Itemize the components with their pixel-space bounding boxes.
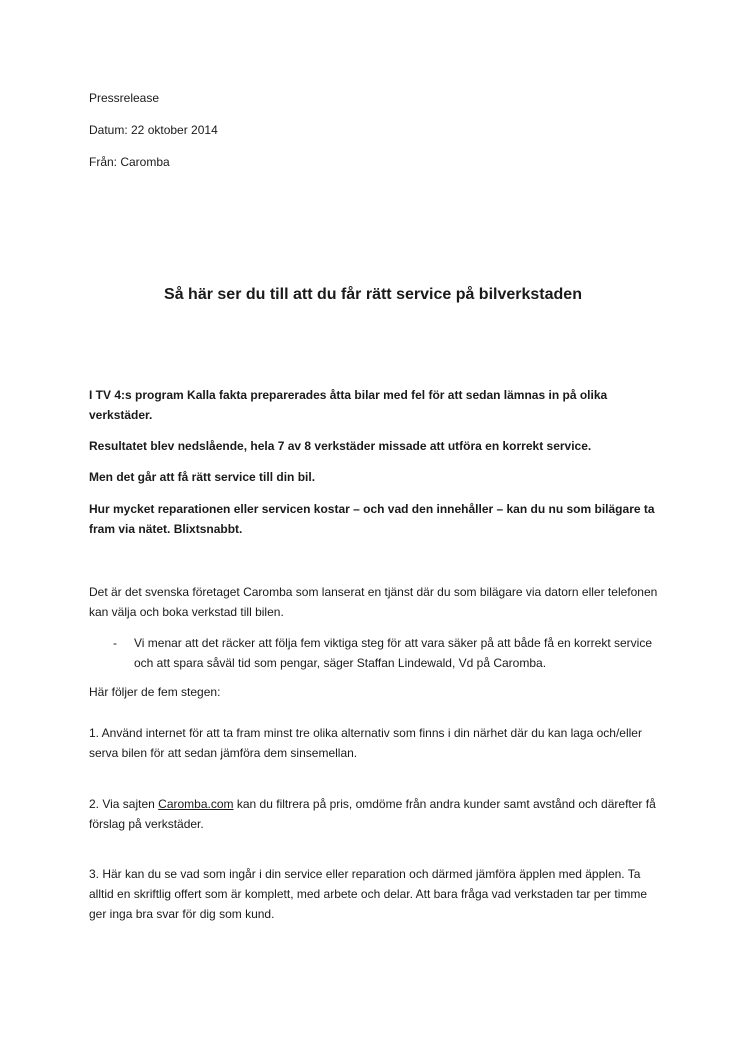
page-title: Så här ser du till att du får rätt service på bilverkstaden <box>164 286 582 303</box>
doc-type: Pressrelease <box>89 91 160 105</box>
step-2-suffix: kan du filtrera på pris, omdöme från andra kunder samt avstånd och därefter få förslag på verkstäder. <box>89 797 656 831</box>
lead-paragraph-3: Men det går att få rätt service till din bil. <box>89 470 316 484</box>
date-line: Datum: 22 oktober 2014 <box>89 123 218 137</box>
lead-paragraph-1: I TV 4:s program Kalla fakta preparerades åtta bilar med fel för att sedan lämnas in på olika verkstäder. <box>89 388 608 422</box>
lead-paragraph-4: Hur mycket reparationen eller servicen kostar – och vad den innehåller – kan du nu som bilägare ta fram via nätet. Blixtsnabbt. <box>89 502 655 536</box>
lead-paragraph-2: Resultatet blev nedslående, hela 7 av 8 verkstäder missade att utföra en korrekt service. <box>89 439 592 453</box>
quote-text: Vi menar att det räcker att följa fem viktiga steg för att vara säker på att både få en korrekt service och att spara såväl tid som pengar, säger Staffan Lindewald, Vd på Caromba. <box>134 636 653 670</box>
intro-paragraph: Det är det svenska företaget Caromba som lanserat en tjänst där du som bilägare via datorn eller telefonen kan välja och boka verkstad till bilen. <box>89 585 658 619</box>
from-line: Från: Caromba <box>89 155 170 169</box>
step-1: 1. Använd internet för att ta fram minst tre olika alternativ som finns i din närhet där du kan laga och/eller serva bilen för att sedan jämföra dem sinsemellan. <box>89 726 642 760</box>
list-dash: - <box>113 636 117 650</box>
caromba-link[interactable]: Caromba.com <box>158 797 234 811</box>
quote-list-item <box>89 633 664 673</box>
step-3: 3. Här kan du se vad som ingår i din service eller reparation och därmed jämföra äpplen med äpplen. Ta alltid en skriftlig offert som är komplett, med arbete och delar. Att bara fråga vad verkstaden tar per timme ger inga bra svar för dig som kund. <box>89 867 648 921</box>
steps-intro: Här följer de fem stegen: <box>89 685 221 699</box>
step-2 <box>89 794 664 834</box>
step-2-prefix: 2. Via sajten <box>89 797 159 811</box>
